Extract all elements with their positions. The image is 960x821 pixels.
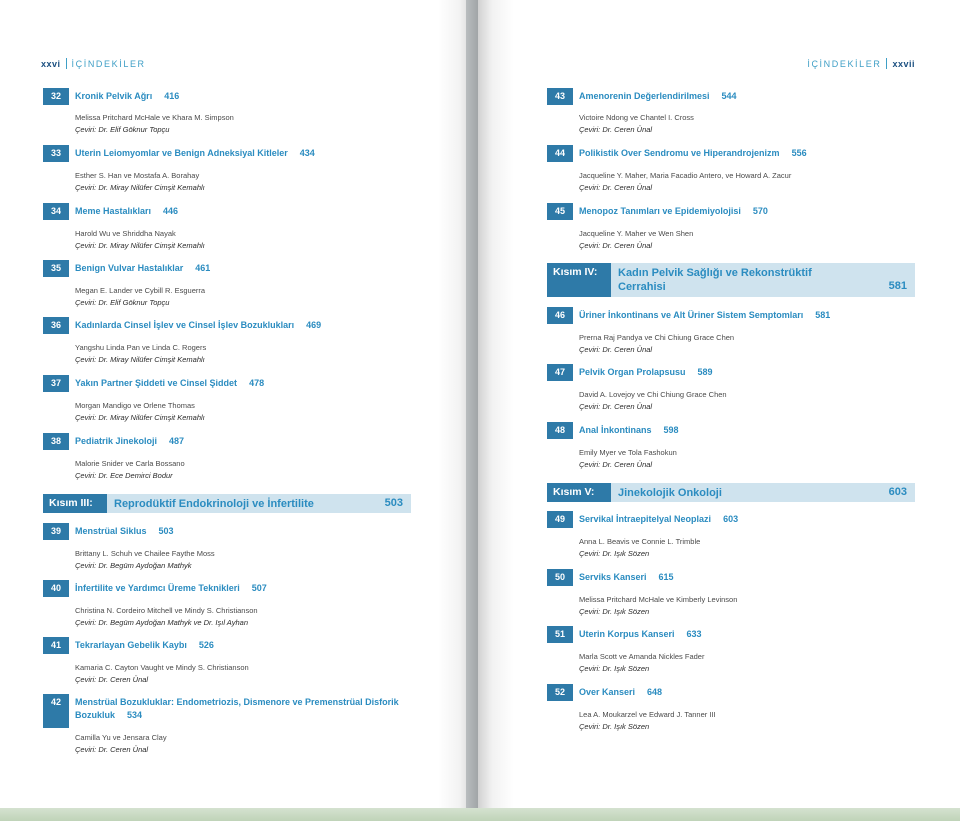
chapter-translator: Çeviri: Dr. Begüm Aydoğan Mathyk — [75, 561, 192, 570]
chapter-title[interactable] — [75, 582, 415, 595]
chapter-authors: Harold Wu ve Shriddha Nayak — [75, 229, 176, 238]
chapter-translator: Çeviri: Dr. Miray Nilüfer Cimşit Kemahlı — [75, 355, 205, 364]
chapter-title-text: İnfertilite ve Yardımcı Üreme Teknikleri — [75, 583, 240, 593]
chapter-page: 534 — [127, 710, 143, 720]
chapter-title-text: Servikal İntraepitelyal Neoplazi — [579, 514, 712, 524]
chapter-number: 42 — [43, 694, 69, 728]
chapter-page: 487 — [169, 436, 185, 446]
gutter-shadow-right — [478, 0, 514, 812]
chapter-title-text: Kronik Pelvik Ağrı — [75, 91, 153, 101]
running-head-divider — [886, 58, 887, 69]
part-title: Reprodüktif Endokrinoloji ve İnfertilite — [114, 498, 314, 510]
chapter-authors: Megan E. Lander ve Cybill R. Esguerra — [75, 286, 206, 295]
chapter-authors: David A. Lovejoy ve Chi Chiung Grace Chen — [579, 390, 727, 399]
running-head-divider — [66, 58, 67, 69]
part-heading[interactable] — [547, 483, 915, 502]
chapter-number: 34 — [43, 203, 69, 220]
chapter-title-text: Menstrüal Siklus — [75, 526, 147, 536]
chapter-translator: Çeviri: Dr. Ceren Ünal — [579, 183, 653, 192]
chapter-page: 648 — [647, 687, 663, 697]
chapter-title[interactable] — [579, 309, 919, 322]
chapter-translator: Çeviri: Dr. Elif Göknur Topçu — [75, 298, 170, 307]
chapter-page: 416 — [164, 91, 180, 101]
chapter-number: 39 — [43, 523, 69, 540]
chapter-number: 49 — [547, 511, 573, 528]
chapter-authors: Melissa Pritchard McHale ve Kimberly Levinson — [579, 595, 738, 604]
chapter-authors: Anna L. Beavis ve Connie L. Trimble — [579, 537, 701, 546]
chapter-authors: Kamaria C. Cayton Vaught ve Mindy S. Christianson — [75, 663, 249, 672]
chapter-number: 47 — [547, 364, 573, 381]
chapter-page: 581 — [815, 310, 831, 320]
chapter-authors: Morgan Mandigo ve Orlene Thomas — [75, 401, 195, 410]
chapter-title-text: Anal İnkontinans — [579, 425, 652, 435]
part-page: 581 — [888, 280, 907, 292]
running-head-section: İÇİNDEKİLER — [807, 59, 882, 69]
running-head-right — [807, 58, 915, 69]
chapter-number: 44 — [547, 145, 573, 162]
chapter-translator: Çeviri: Dr. Ece Demirci Bodur — [75, 471, 173, 480]
page-number-left: xxvi — [41, 59, 61, 69]
chapter-title-text: Üriner İnkontinans ve Alt Üriner Sistem Semptomları — [579, 310, 804, 320]
chapter-title[interactable] — [75, 147, 415, 160]
chapter-translator: Çeviri: Dr. Ceren Ünal — [579, 241, 653, 250]
chapter-title[interactable] — [75, 90, 415, 103]
chapter-title-text: Tekrarlayan Gebelik Kaybı — [75, 640, 187, 650]
chapter-translator: Çeviri: Dr. Işık Sözen — [579, 607, 650, 616]
chapter-number: 37 — [43, 375, 69, 392]
chapter-authors: Esther S. Han ve Mostafa A. Borahay — [75, 171, 200, 180]
chapter-authors: Lea A. Moukarzel ve Edward J. Tanner III — [579, 710, 716, 719]
chapter-title-text: Menstrüal Bozukluklar: Endometriozis, Dismenore ve Premenstrüal Disforik Bozukluk — [75, 697, 399, 720]
chapter-page: 461 — [195, 263, 211, 273]
chapter-translator: Çeviri: Dr. Begüm Aydoğan Mathyk ve Dr. Işıl Ayhan — [75, 618, 248, 627]
chapter-page: 434 — [299, 148, 315, 158]
chapter-title[interactable] — [75, 262, 415, 275]
part-label: Kısım IV: — [547, 263, 611, 297]
chapter-number: 50 — [547, 569, 573, 586]
chapter-title[interactable] — [75, 319, 415, 332]
chapter-page: 469 — [306, 320, 322, 330]
chapter-title[interactable] — [579, 571, 919, 584]
chapter-authors: Jacqueline Y. Maher, Maria Facadio Antero, ve Howard A. Zacur — [579, 171, 792, 180]
chapter-title-text: Uterin Korpus Kanseri — [579, 629, 675, 639]
chapter-page: 526 — [198, 640, 214, 650]
chapter-title[interactable] — [579, 90, 919, 103]
chapter-page: 615 — [658, 572, 674, 582]
chapter-translator: Çeviri: Dr. Ceren Ünal — [579, 402, 653, 411]
running-head-left — [41, 58, 146, 69]
chapter-title[interactable] — [75, 639, 415, 652]
chapter-number: 48 — [547, 422, 573, 439]
chapter-translator: Çeviri: Dr. Ceren Ünal — [75, 675, 149, 684]
part-page: 603 — [888, 486, 907, 498]
part-heading[interactable] — [547, 263, 915, 297]
chapter-page: 446 — [163, 206, 179, 216]
running-head-section: İÇİNDEKİLER — [71, 59, 146, 69]
chapter-translator: Çeviri: Dr. Miray Nilüfer Cimşit Kemahlı — [75, 241, 205, 250]
chapter-authors: Christina N. Cordeiro Mitchell ve Mindy S. Christianson — [75, 606, 258, 615]
chapter-title[interactable] — [579, 205, 919, 218]
chapter-title-text: Kadınlarda Cinsel İşlev ve Cinsel İşlev Bozuklukları — [75, 320, 295, 330]
chapter-title-text: Meme Hastalıkları — [75, 206, 152, 216]
chapter-number: 46 — [547, 307, 573, 324]
chapter-translator: Çeviri: Dr. Elif Göknur Topçu — [75, 125, 170, 134]
chapter-title-text: Yakın Partner Şiddeti ve Cinsel Şiddet — [75, 378, 238, 388]
chapter-translator: Çeviri: Dr. Işık Sözen — [579, 722, 650, 731]
chapter-number: 38 — [43, 433, 69, 450]
chapter-number: 35 — [43, 260, 69, 277]
chapter-translator: Çeviri: Dr. Ceren Ünal — [75, 745, 149, 754]
chapter-translator: Çeviri: Dr. Işık Sözen — [579, 549, 650, 558]
chapter-translator: Çeviri: Dr. Miray Nilüfer Cimşit Kemahlı — [75, 183, 205, 192]
chapter-authors: Brittany L. Schuh ve Chailee Faythe Moss — [75, 549, 215, 558]
chapter-number: 41 — [43, 637, 69, 654]
chapter-title-text: Benign Vulvar Hastalıklar — [75, 263, 184, 273]
chapter-page: 633 — [686, 629, 702, 639]
page-number-right: xxvii — [892, 59, 915, 69]
chapter-translator: Çeviri: Dr. Miray Nilüfer Cimşit Kemahlı — [75, 413, 205, 422]
chapter-title-text: Menopoz Tanımları ve Epidemiyolojisi — [579, 206, 741, 216]
chapter-number: 33 — [43, 145, 69, 162]
chapter-authors: Jacqueline Y. Maher ve Wen Shen — [579, 229, 694, 238]
chapter-title[interactable] — [75, 696, 405, 722]
chapter-title[interactable] — [579, 686, 919, 699]
chapter-title[interactable] — [75, 435, 415, 448]
chapter-authors: Emily Myer ve Tola Fashokun — [579, 448, 677, 457]
chapter-authors: Victoire Ndong ve Chantel I. Cross — [579, 113, 694, 122]
chapter-title[interactable] — [579, 147, 919, 160]
chapter-translator: Çeviri: Dr. Ceren Ünal — [579, 460, 653, 469]
chapter-number: 32 — [43, 88, 69, 105]
chapter-page: 478 — [249, 378, 265, 388]
part-page: 503 — [384, 497, 403, 509]
chapter-page: 603 — [723, 514, 739, 524]
chapter-authors: Prerna Raj Pandya ve Chi Chiung Grace Chen — [579, 333, 735, 342]
chapter-authors: Melissa Pritchard McHale ve Khara M. Simpson — [75, 113, 234, 122]
gutter-shadow-left — [438, 0, 478, 812]
chapter-page: 598 — [663, 425, 679, 435]
chapter-title[interactable] — [579, 628, 919, 641]
chapter-translator: Çeviri: Dr. Ceren Ünal — [579, 345, 653, 354]
chapter-title[interactable] — [579, 366, 919, 379]
chapter-number: 45 — [547, 203, 573, 220]
chapter-title-text: Pelvik Organ Prolapsusu — [579, 367, 686, 377]
chapter-number: 52 — [547, 684, 573, 701]
chapter-number: 40 — [43, 580, 69, 597]
chapter-number: 43 — [547, 88, 573, 105]
part-label: Kısım III: — [43, 494, 107, 513]
chapter-page: 556 — [791, 148, 807, 158]
chapter-page: 507 — [251, 583, 267, 593]
chapter-authors: Marla Scott ve Amanda Nickles Fader — [579, 652, 705, 661]
part-label: Kısım V: — [547, 483, 611, 502]
chapter-page: 589 — [697, 367, 713, 377]
chapter-title[interactable] — [75, 525, 415, 538]
part-heading[interactable] — [43, 494, 411, 513]
chapter-title[interactable] — [579, 424, 919, 437]
chapter-translator: Çeviri: Dr. Ceren Ünal — [579, 125, 653, 134]
chapter-title-text: Polikistik Over Sendromu ve Hiperandrojenizm — [579, 148, 780, 158]
chapter-number: 51 — [547, 626, 573, 643]
chapter-page: 570 — [752, 206, 768, 216]
chapter-page: 503 — [158, 526, 174, 536]
part-title: Jinekolojik Onkoloji — [618, 487, 722, 499]
chapter-page: 544 — [721, 91, 737, 101]
chapter-title-text: Amenorenin Değerlendirilmesi — [579, 91, 710, 101]
chapter-title-text: Over Kanseri — [579, 687, 636, 697]
chapter-authors: Yangshu Linda Pan ve Linda C. Rogers — [75, 343, 207, 352]
part-title: Kadın Pelvik Sağlığı ve Rekonstrüktif Cerrahisi — [618, 267, 812, 293]
chapter-title-text: Uterin Leiomyomlar ve Benign Adneksiyal Kitleler — [75, 148, 288, 158]
bottom-edge — [0, 808, 960, 821]
chapter-title-text: Serviks Kanseri — [579, 572, 647, 582]
chapter-title[interactable] — [75, 205, 415, 218]
chapter-translator: Çeviri: Dr. Işık Sözen — [579, 664, 650, 673]
chapter-authors: Malorie Snider ve Carla Bossano — [75, 459, 185, 468]
chapter-title[interactable] — [75, 377, 415, 390]
chapter-number: 36 — [43, 317, 69, 334]
chapter-authors: Camilla Yu ve Jensara Clay — [75, 733, 167, 742]
chapter-title-text: Pediatrik Jinekoloji — [75, 436, 158, 446]
chapter-title[interactable] — [579, 513, 919, 526]
